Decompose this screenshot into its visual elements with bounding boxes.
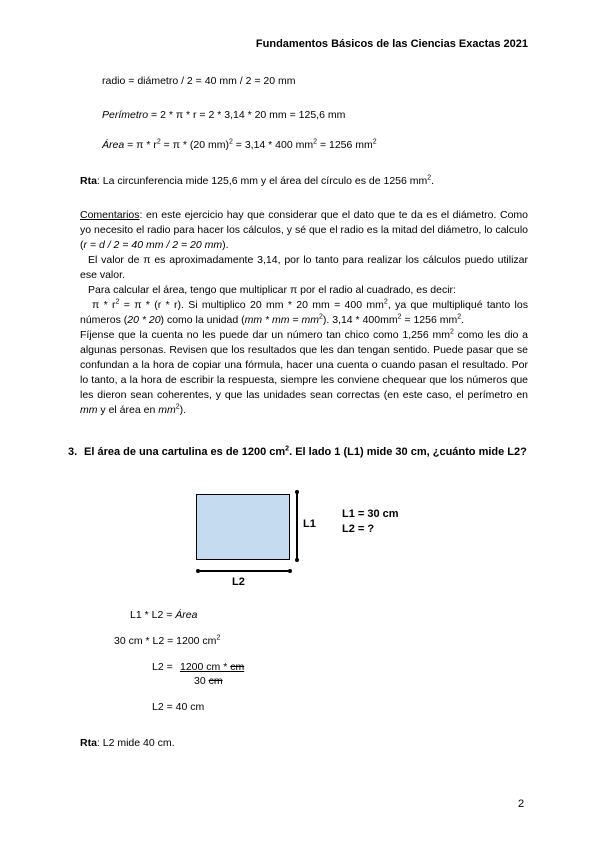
area-label: Área <box>102 139 125 151</box>
page-header: Fundamentos Básicos de las Ciencias Exactas 2021 <box>255 38 528 50</box>
comentarios-p1: Comentarios: en este ejercicio hay que considerar que el dato que te da es el diámetro. Como yo necesito el radio para hacer los cálculos, y sé que el radio es la mitad del diámetro, lo calculo (r = d / 2 = 40 mm / 2 = 20 mm). <box>80 209 528 251</box>
legend-l1: L1 = 30 cm <box>342 508 399 520</box>
rta-2: Rta: L2 mide 40 cm. <box>80 737 175 749</box>
question-text: El área de una cartulina es de 1200 $cm^2$. El lado 1 (L1) mide 30 cm, ¿cuánto mide L2? <box>84 445 527 458</box>
solution-step-3-lhs: L2 = <box>152 661 173 673</box>
l2-label: L2 <box>232 576 245 588</box>
l1-top-dot <box>295 490 299 494</box>
perimetro-calc: Perímetro = 2 * π * r = 2 * 3,14 * 20 mm = 125,6 mm <box>102 109 346 121</box>
rta-1: Rta: La circunferencia mide 125,6 mm y el área del círculo es de 1256 $mm^2$. <box>80 174 435 187</box>
comentarios-p4: $\pi * r^2 = \pi * (r * r)$. Si multiplico 20 mm * 20 mm = 400 $mm^2$, ya que multipliqué tanto los números (20 * 20) como la unidad (mm * mm = $mm^2$). $3,14 * 400mm^2 = 1256$ $mm^2$. <box>80 298 528 326</box>
radio-calc: radio = diámetro / 2 = 40 mm / 2 = 20 mm <box>102 75 296 87</box>
perimetro-label: Perímetro <box>102 109 149 121</box>
comentarios-p3: Para calcular el área, tengo que multiplicar π por el radio al cuadrado, es decir: <box>88 284 456 296</box>
comentarios-p2: El valor de π es aproximadamente 3,14, por lo tanto para realizar los cálculos puedo utilizar ese valor. <box>80 254 528 281</box>
area-calc: Área = $\pi * r^2 = \pi * (20$ mm)$^2$ = 3,14 * 400 $mm^2 = 1256$ $mm^2$ <box>102 138 377 151</box>
comentarios-label: Comentarios <box>80 209 140 221</box>
l2-right-dot <box>288 569 292 573</box>
l1-bottom-dot <box>295 558 299 562</box>
l1-dimension-line <box>296 492 298 560</box>
question-3 <box>68 444 530 460</box>
question-number: 3. <box>68 446 78 458</box>
solution-step-2: 30 cm * L2 = 1200 $cm^2$ <box>114 634 221 647</box>
page-number: 2 <box>518 798 525 810</box>
solution-step-3-denominator: 30 cm <box>194 675 223 687</box>
legend-l2: L2 = ? <box>342 523 375 535</box>
cartulina-rectangle <box>196 494 290 560</box>
solution-step-4: L2 = 40 cm <box>152 701 205 713</box>
comentarios-p5: Fíjense que la cuenta no les puede dar un número tan chico como 1,256 $mm^2$ como les dio a algunas personas. Revisen que los resultados que les dan tengan sentido. Puede pasar que se confundan a la hora de copiar una fórmula, hacer una cuenta o cuando pasan el resultado. Por lo tanto, a la hora de escribir la respuesta, siempre les conviene chequear que los números que les dieron sean coherentes, y que las unidades sean correctas (en este caso, el perímetro en mm y el área en $mm^2$). <box>80 328 528 416</box>
solution-step-3-numerator: 1200 cm * cm <box>180 661 245 673</box>
solution-step-1: L1 * L2 = Área <box>130 609 198 621</box>
l2-left-dot <box>196 569 200 573</box>
l1-label: L1 <box>303 518 316 530</box>
comentarios-block <box>80 208 528 418</box>
l2-dimension-line <box>198 570 290 572</box>
